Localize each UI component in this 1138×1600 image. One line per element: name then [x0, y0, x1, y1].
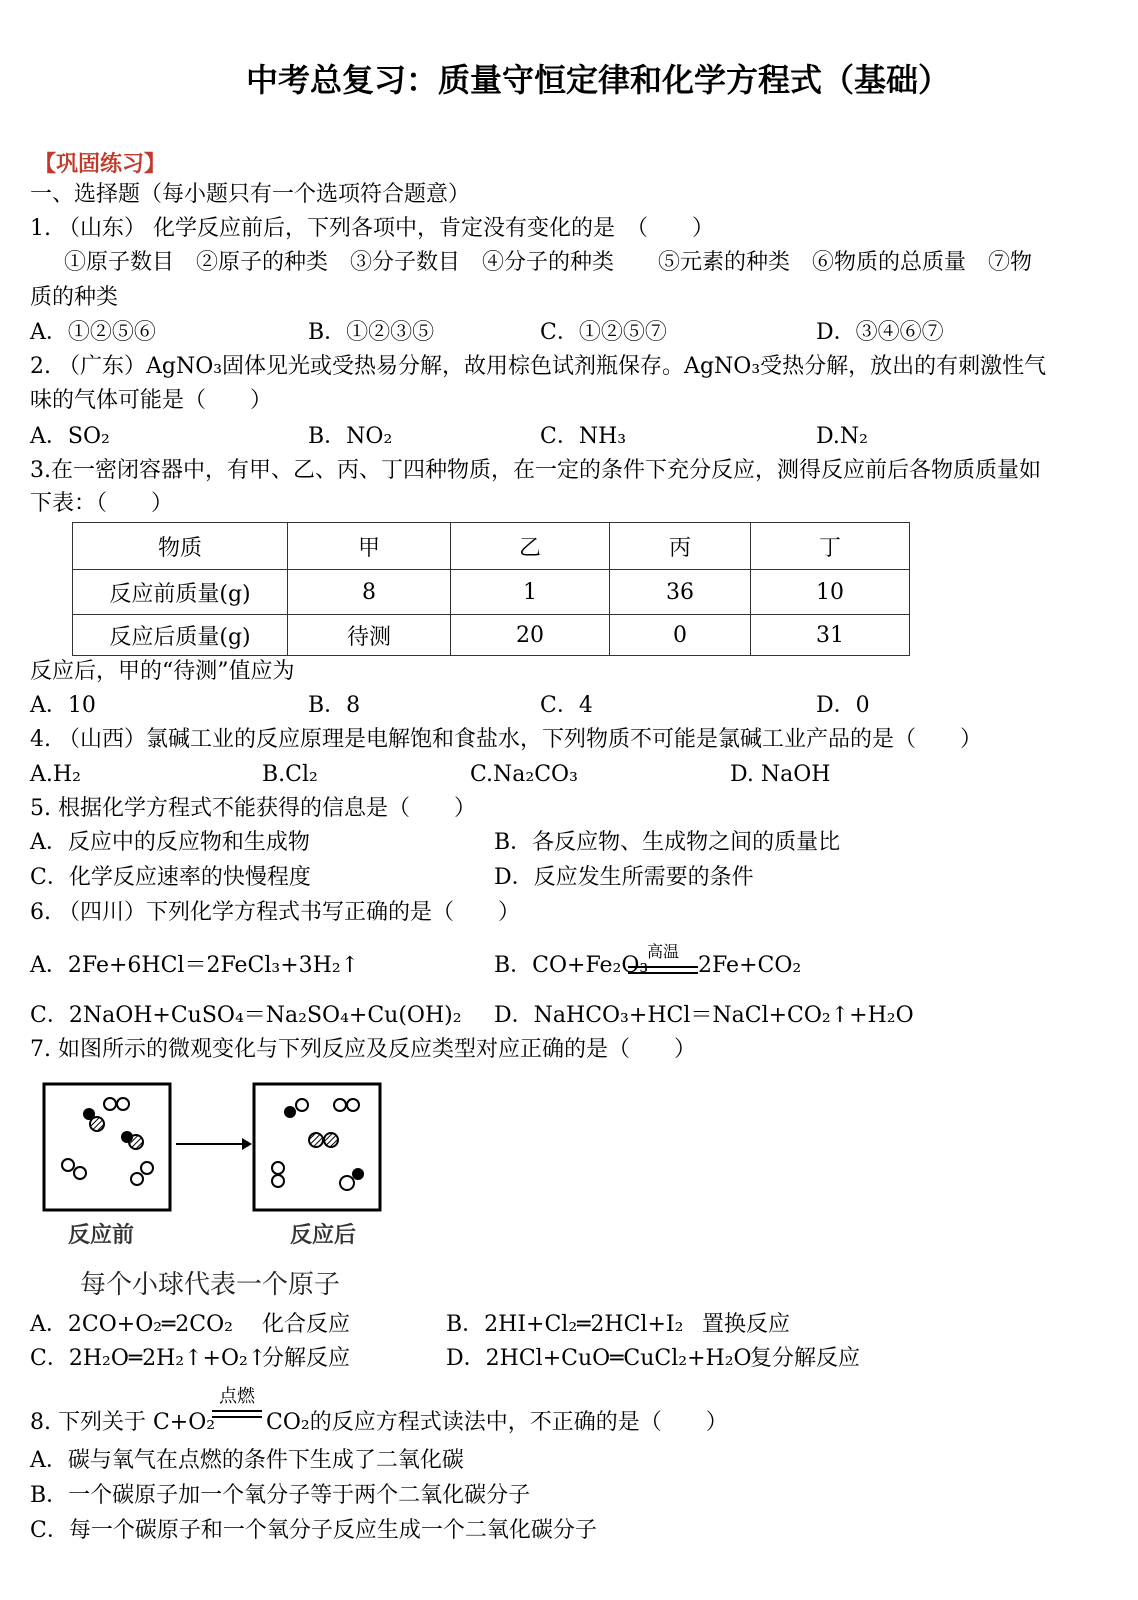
- q3-stem-line2: 下表：（ ）: [30, 491, 174, 516]
- table-cell: 0: [610, 615, 751, 656]
- table-cell: 甲: [288, 523, 451, 570]
- q2-stem-line2: 味的气体可能是（ ）: [30, 388, 273, 413]
- q2-option-d: D.N₂: [816, 424, 868, 449]
- q7-option-c-type: 分解反应: [262, 1346, 351, 1371]
- table-row: [73, 615, 910, 656]
- q7-option-c-eq: C．2H₂O═2H₂↑+O₂↑: [30, 1346, 267, 1371]
- q5-stem: 5. 根据化学方程式不能获得的信息是（ ）: [30, 796, 476, 821]
- part-heading: 一、选择题（每小题只有一个选项符合题意）: [30, 182, 471, 207]
- q5-option-a: A．反应中的反应物和生成物: [30, 830, 310, 855]
- q4-stem: 4. （山西）氯碱工业的反应原理是电解饱和食盐水，下列物质不可能是氯碱工业产品的是（ ）: [30, 727, 982, 752]
- table-cell: 1: [451, 570, 610, 615]
- table-cell: 待测: [288, 615, 451, 656]
- double-bar-icon: [628, 966, 698, 974]
- q7-option-d-type: 复分解反应: [750, 1346, 861, 1371]
- q4-option-a: A.H₂: [30, 762, 81, 787]
- q6-option-b-left: B．CO+Fe₂O₃: [494, 953, 649, 978]
- table-cell: 乙: [451, 523, 610, 570]
- page-title: 中考总复习：质量守恒定律和化学方程式（基础）: [246, 61, 951, 99]
- q1-stem: 1. （山东） 化学反应前后，下列各项中，肯定没有变化的是 （ ）: [30, 216, 714, 241]
- q1-option-d: D．③④⑥⑦: [816, 320, 944, 345]
- q5-option-c: C．化学反应速率的快慢程度: [30, 865, 311, 890]
- q4-option-c: C.Na₂CO₃: [470, 762, 578, 787]
- label-after: 反应后: [290, 1222, 357, 1248]
- q1-items-line1: ①原子数目 ②原子的种类 ③分子数目 ④分子的种类 ⑤元素的种类 ⑥物质的总质量 ⑦物: [64, 250, 1033, 275]
- q7-option-a-type: 化合反应: [262, 1312, 351, 1337]
- q8-condition-label: 点燃: [219, 1386, 255, 1407]
- q7-option-b-type: 置换反应: [702, 1312, 791, 1337]
- q3-option-a: A．10: [30, 693, 96, 718]
- q3-option-d: D．0: [816, 693, 870, 718]
- q7-option-d-eq: D．2HCl+CuO═CuCl₂+H₂O: [446, 1346, 752, 1371]
- q3-stem-line1: 3.在一密闭容器中，有甲、乙、丙、丁四种物质，在一定的条件下充分反应，测得反应前后各物质质量如: [30, 458, 1041, 483]
- table-cell: 8: [288, 570, 451, 615]
- q7-option-a-eq: A．2CO+O₂═2CO₂: [30, 1312, 233, 1337]
- q6-condition-label: 高温: [646, 942, 679, 961]
- table-cell: 36: [610, 570, 751, 615]
- q5-option-b: B．各反应物、生成物之间的质量比: [494, 830, 841, 855]
- after-molecules: [272, 1099, 363, 1190]
- table-row: [73, 570, 910, 615]
- q7-stem: 7. 如图所示的微观变化与下列反应及反应类型对应正确的是（ ）: [30, 1037, 696, 1062]
- q2-option-c: C．NH₃: [540, 424, 627, 449]
- q1-option-c: C．①②⑤⑦: [540, 320, 667, 345]
- q6-stem: 6. （四川）下列化学方程式书写正确的是（ ）: [30, 900, 520, 925]
- q4-option-b: B.Cl₂: [262, 762, 318, 787]
- table-cell: 20: [451, 615, 610, 656]
- mass-table: [72, 522, 910, 656]
- q3-option-c: C．4: [540, 693, 593, 718]
- q7-option-b-eq: B．2HI+Cl₂═2HCl+I₂: [446, 1312, 684, 1337]
- q6-option-a: A．2Fe+6HCl＝2FeCl₃+3H₂↑: [30, 953, 360, 978]
- q6-option-c: C．2NaOH+CuSO₄＝Na₂SO₄+Cu(OH)₂: [30, 1003, 462, 1028]
- arrow-right-icon: [242, 1138, 252, 1150]
- section-label: 【巩固练习】: [34, 151, 167, 177]
- diagram-caption: 每个小球代表一个原子: [80, 1270, 341, 1300]
- table-cell: 反应后质量(g): [73, 615, 288, 656]
- q1-option-a: A．①②⑤⑥: [30, 320, 156, 345]
- q6-option-b-right: 2Fe+CO₂: [698, 953, 802, 978]
- q1-option-b: B．①②③⑤: [308, 320, 435, 345]
- q2-option-b: B．NO₂: [308, 424, 393, 449]
- q2-option-a: A．SO₂: [30, 424, 110, 449]
- before-molecules: [62, 1098, 153, 1185]
- q4-option-d: D. NaOH: [730, 762, 831, 787]
- table-cell: 10: [751, 570, 910, 615]
- label-before: 反应前: [68, 1222, 135, 1248]
- table-header-row: [73, 523, 910, 570]
- q3-followup: 反应后，甲的“待测”值应为: [30, 659, 295, 684]
- q8-stem-right: CO₂的反应方程式读法中，不正确的是（ ）: [266, 1410, 728, 1435]
- q5-option-d: D．反应发生所需要的条件: [494, 865, 754, 890]
- double-bar-icon: [212, 1410, 262, 1418]
- table-cell: 31: [751, 615, 910, 656]
- table-cell: 丙: [610, 523, 751, 570]
- q6-option-d: D．NaHCO₃+HCl＝NaCl+CO₂↑+H₂O: [494, 1003, 914, 1028]
- table-cell: 反应前质量(g): [73, 570, 288, 615]
- q2-stem-line1: 2. （广东）AgNO₃固体见光或受热易分解，故用棕色试剂瓶保存。AgNO₃受热分解，放出的有刺激性气: [30, 354, 1047, 379]
- q6-condition-equals: [628, 944, 698, 974]
- q3-option-b: B．8: [308, 693, 361, 718]
- q8-condition-equals: [212, 1388, 262, 1418]
- q8-option-a: A．碳与氧气在点燃的条件下生成了二氧化碳: [30, 1448, 464, 1473]
- table-cell: 丁: [751, 523, 910, 570]
- q8-option-c: C．每一个碳原子和一个氧分子反应生成一个二氧化碳分子: [30, 1518, 597, 1543]
- q1-items-line2: 质的种类: [30, 285, 119, 310]
- q8-option-b: B．一个碳原子加一个氧分子等于两个二氧化碳分子: [30, 1483, 531, 1508]
- q8-stem-left: 8. 下列关于 C+O₂: [30, 1410, 216, 1435]
- table-cell: 物质: [73, 523, 288, 570]
